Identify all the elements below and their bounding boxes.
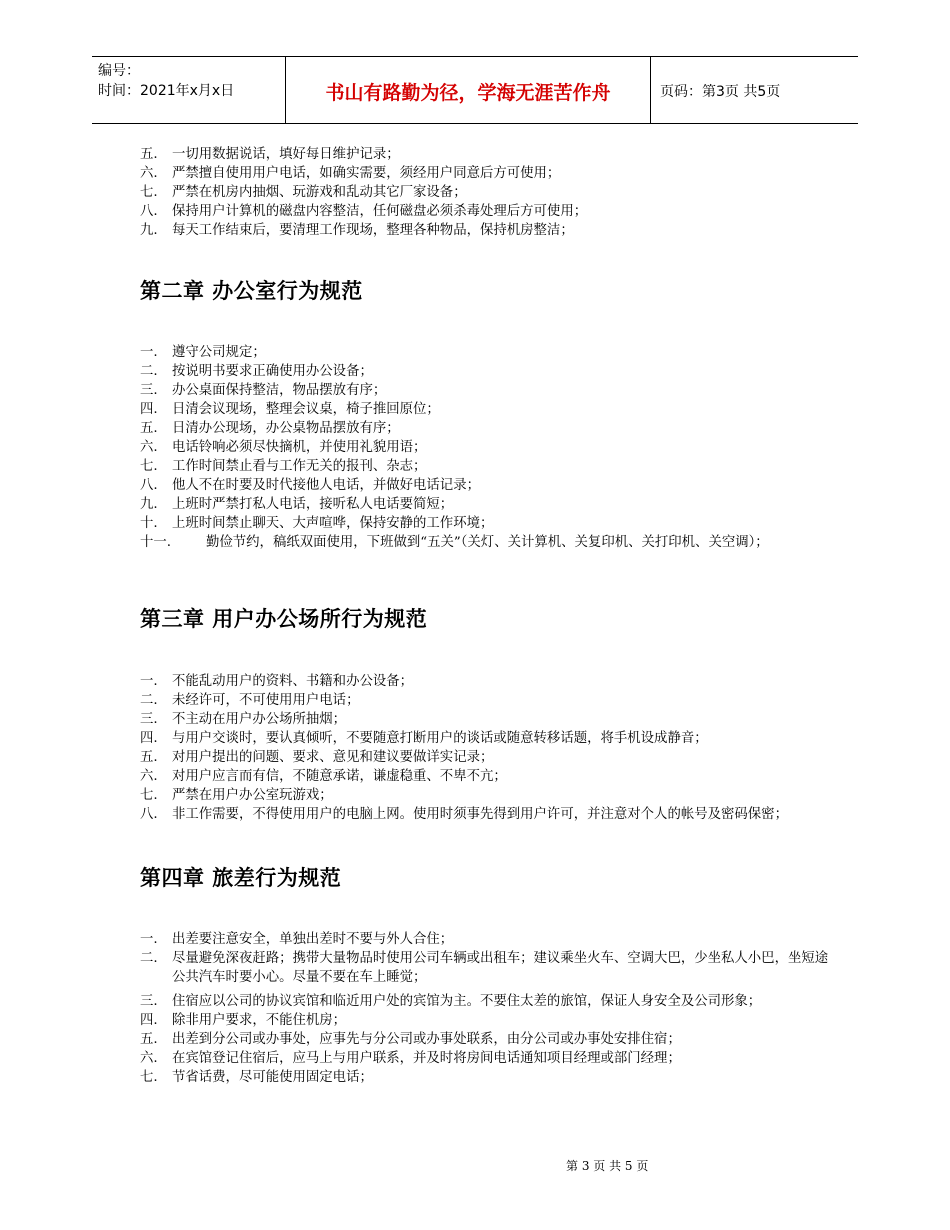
item-text: 电话铃响必须尽快摘机，并使用礼貌用语； [172,440,427,455]
list-item [140,1049,830,1068]
list-item [140,202,830,221]
item-number: 四. [140,402,158,417]
list-item [140,786,830,805]
item-text: 不能乱动用户的资料、书籍和办公设备； [172,674,414,689]
item-number: 七. [140,459,158,474]
item-text: 日清办公现场，办公桌物品摆放有序； [172,421,400,436]
item-number: 七. [140,788,158,803]
item-number: 六. [140,166,158,181]
item-number: 二. [140,951,158,966]
list-item [140,221,830,240]
list-item [140,1068,830,1087]
item-text: 非工作需要，不得使用用户的电脑上网。使用时须事先得到用户许可，并注意对个人的帐号及密码保密； [172,807,788,822]
list-item [140,533,830,552]
list-item [140,691,830,710]
date-label: 时间：2021年x月x日 [98,83,235,99]
list-item [140,514,830,533]
item-number: 八. [140,807,158,822]
item-number: 一. [140,674,158,689]
item-number: 五. [140,421,158,436]
item-text: 严禁在机房内抽烟、玩游戏和乱动其它厂家设备； [172,185,467,200]
item-text: 严禁擅自使用用户电话，如确实需要，须经用户同意后方可使用； [172,166,561,181]
item-number: 三. [140,383,158,398]
item-text: 除非用户要求，不能住机房； [172,1013,347,1028]
list-item [140,183,830,202]
item-number: 十. [140,516,158,531]
list-item [140,1030,830,1049]
list-item [140,381,830,400]
item-number: 五. [140,147,158,162]
list-item [140,495,830,514]
rules-list-chapter2 [140,343,830,552]
item-number: 九. [140,223,158,238]
item-text: 与用户交谈时，要认真倾听，不要随意打断用户的谈话或随意转移话题，将手机设成静音； [172,731,708,746]
item-number: 五. [140,750,158,765]
item-text: 办公桌面保持整洁，物品摆放有序； [172,383,387,398]
item-text: 在宾馆登记住宿后，应马上与用户联系，并及时将房间电话通知项目经理或部门经理； [172,1051,681,1066]
list-item [140,1011,830,1030]
list-item [140,457,830,476]
page-footer: 第 3 页 共 5 页 [566,1159,649,1173]
list-item [140,145,830,164]
list-item [140,343,830,362]
list-item [140,710,830,729]
list-item [140,748,830,767]
rules-list-chapter3 [140,672,830,824]
item-number: 四. [140,731,158,746]
item-number: 八. [140,478,158,493]
item-text: 对用户提出的问题、要求、意见和建议要做详实记录； [172,750,494,765]
list-item [140,767,830,786]
item-number: 六. [140,440,158,455]
item-text: 按说明书要求正确使用办公设备； [172,364,373,379]
chapter-title: 第四章 旅差行为规范 [140,866,342,890]
list-item [140,949,830,987]
item-number: 四. [140,1013,158,1028]
item-number: 二. [140,364,158,379]
item-text: 未经许可，不可使用用户电话； [172,693,360,708]
item-number: 七. [140,185,158,200]
item-number: 六. [140,1051,158,1066]
item-text: 上班时严禁打私人电话，接听私人电话要简短； [172,497,454,512]
item-text: 保持用户计算机的磁盘内容整洁，任何磁盘必须杀毒处理后方可使用； [172,204,588,219]
rules-list-chapter4 [140,930,830,1087]
item-number: 二. [140,693,158,708]
page-header [92,56,858,124]
item-number: 八. [140,204,158,219]
item-text: 出差到分公司或办事处，应事先与分公司或办事处联系，由分公司或办事处安排住宿； [172,1032,681,1047]
chapter-title: 第二章 办公室行为规范 [140,279,363,303]
item-text: 遵守公司规定； [172,345,266,360]
list-item [140,419,830,438]
rules-list-top [140,145,830,240]
header-page-number: 页码：第3页 共5页 [660,84,781,100]
item-number: 一. [140,932,158,947]
item-text: 他人不在时要及时代接他人电话，并做好电话记录； [172,478,480,493]
list-item [140,992,830,1011]
list-item [140,805,830,824]
item-number: 九. [140,497,158,512]
list-item [140,930,830,949]
list-item [140,438,830,457]
header-motto: 书山有路勤为径，学海无涯苦作舟 [325,82,611,104]
item-number: 五. [140,1032,158,1047]
item-text: 尽量避免深夜赶路；携带大量物品时使用公司车辆或出租车；建议乘坐火车、空调大巴，少坐私人小巴，坐短途公共汽车时要小心。尽量不要在车上睡觉； [172,951,829,985]
item-text: 对用户应言而有信，不随意承诺，谦虚稳重、不卑不亢； [172,769,507,784]
item-text: 上班时间禁止聊天、大声喧哗，保持安静的工作环境； [172,516,494,531]
item-number: 一. [140,345,158,360]
chapter-title: 第三章 用户办公场所行为规范 [140,607,428,631]
item-text: 工作时间禁止看与工作无关的报刊、杂志； [172,459,427,474]
serial-label: 编号： [98,63,140,79]
item-number: 六. [140,769,158,784]
item-number: 三. [140,712,158,727]
list-item [140,362,830,381]
item-number: 七. [140,1070,158,1085]
item-text: 一切用数据说话，填好每日维护记录； [172,147,400,162]
list-item [140,400,830,419]
list-item [140,729,830,748]
list-item [140,476,830,495]
header-divider [650,57,651,123]
item-text: 不主动在用户办公场所抽烟； [172,712,347,727]
item-text: 出差要注意安全，单独出差时不要与外人合住； [172,932,454,947]
item-text: 每天工作结束后，要清理工作现场，整理各种物品，保持机房整洁； [172,223,574,238]
item-number: 三. [140,994,158,1009]
list-item [140,164,830,183]
item-text: 日清会议现场，整理会议桌，椅子推回原位； [172,402,440,417]
list-item [140,672,830,691]
item-text: 严禁在用户办公室玩游戏； [172,788,333,803]
item-text: 勤俭节约，稿纸双面使用，下班做到“五关”（关灯、关计算机、关复印机、关打印机、关空调）； [206,535,769,550]
item-text: 住宿应以公司的协议宾馆和临近用户处的宾馆为主。不要住太差的旅馆，保证人身安全及公司形象； [172,994,762,1009]
item-number: 十一. [140,535,172,550]
item-text: 节省话费，尽可能使用固定电话； [172,1070,373,1085]
header-meta [98,61,234,101]
